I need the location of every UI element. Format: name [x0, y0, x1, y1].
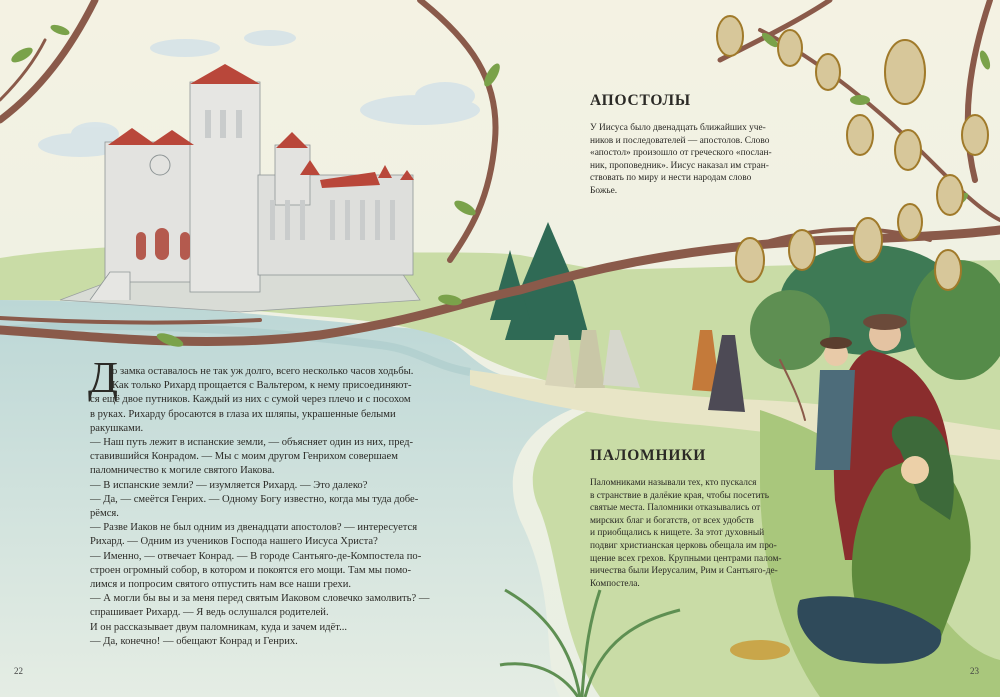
- story-line: И он рассказывает двум паломникам, куда и зачем идёт...: [90, 621, 348, 633]
- story-line: о замка оставалось не так уж долго, всего несколько часов ходьбы.: [112, 366, 414, 377]
- apostles-line: ник, проповедник». Иисус наказал им стран-: [590, 160, 769, 171]
- story-line: рёмся.: [90, 508, 119, 520]
- apostles-text: [590, 122, 772, 198]
- apostles-line: «апостол» произошло от греческого «послан-: [590, 148, 772, 159]
- pilgrims-line: и приобщались к нищете. За этот духовный: [590, 528, 765, 539]
- story-line: — Именно, — отвечает Конрад. — В городе Сантьяго-де-Компостела по-: [90, 550, 422, 562]
- story-text: [90, 365, 429, 649]
- story-line: Как только Рихард прощается с Вальтером, к нему присоединяют-: [112, 380, 412, 392]
- story-line: ся ещё двое путников. Каждый из них с сумой через плечо и с посохом: [90, 394, 411, 406]
- pilgrims-heading: ПАЛОМНИКИ: [590, 447, 707, 464]
- story-line: — Да, — смеётся Генрих. — Одному Богу известно, когда мы туда добе-: [90, 493, 419, 505]
- apostles-heading: АПОСТОЛЫ: [590, 92, 691, 109]
- story-line: паломничество к могиле святого Иакова.: [90, 465, 275, 477]
- apostles-line: У Иисуса было двенадцать ближайших уче-: [590, 123, 766, 133]
- pilgrims-line: ничества были Иерусалим, Рим и Сантьяго-де-: [590, 566, 778, 577]
- story-line: ставившийся Конрадом. — Мы с моим другом Генрихом совершаем: [90, 451, 398, 463]
- apostles-line: ствовать по миру и нести народам слово: [590, 173, 752, 184]
- story-line: — Разве Иаков не был одним из двенадцати апостолов? — интересуется: [90, 522, 418, 534]
- story-line: ракушками.: [90, 422, 144, 434]
- pilgrims-line: мирских благ и богатств, от всех удобств: [590, 515, 754, 526]
- pilgrims-line: в странствие в далёкие края, чтобы посетить: [590, 490, 769, 501]
- story-line: — Да, конечно! — обещают Конрад и Генрих.: [90, 635, 298, 647]
- story-line: — Наш путь лежит в испанские земли, — объясняет один из них, пред-: [90, 437, 413, 449]
- pilgrims-line: щение всех грехов. Крупными центрами палом-: [590, 553, 782, 564]
- story-dropcap: Д: [88, 353, 119, 402]
- pilgrims-text: [590, 477, 782, 590]
- page-number-right: 23: [970, 666, 979, 676]
- story-line: Рихард. — Одним из учеников Господа нашего Иисуса Христа?: [90, 536, 378, 548]
- pilgrims-line: святые места. Паломники отказывались от: [590, 503, 761, 514]
- page-number-left: 22: [14, 666, 23, 676]
- apostles-line: Божье.: [590, 185, 618, 196]
- story-line: — В испанские земли? — изумляется Рихард. — Это далеко?: [90, 479, 368, 491]
- pilgrims-line: Паломниками называли тех, кто пускался: [590, 478, 757, 488]
- pilgrims-line: подвиг христианская церковь обещала им про-: [590, 540, 777, 551]
- apostles-line: ников и последователей — апостолов. Слово: [590, 135, 770, 146]
- story-line: — А могли бы вы и за меня перед святым Иаковом словечко замолвить? —: [90, 593, 430, 605]
- story-line: лимся и попросим святого отпустить нам все наши грехи.: [90, 579, 352, 591]
- story-line: спрашивает Рихард. — Я ведь ослушался родителей.: [90, 607, 329, 619]
- pilgrims-line: Компостела.: [590, 578, 640, 589]
- story-line: строен огромный собор, в котором и покоятся его мощи. Там мы помо-: [90, 564, 411, 576]
- story-line: в руках. Рихарду бросаются в глаза их шляпы, украшенные белыми: [90, 408, 396, 420]
